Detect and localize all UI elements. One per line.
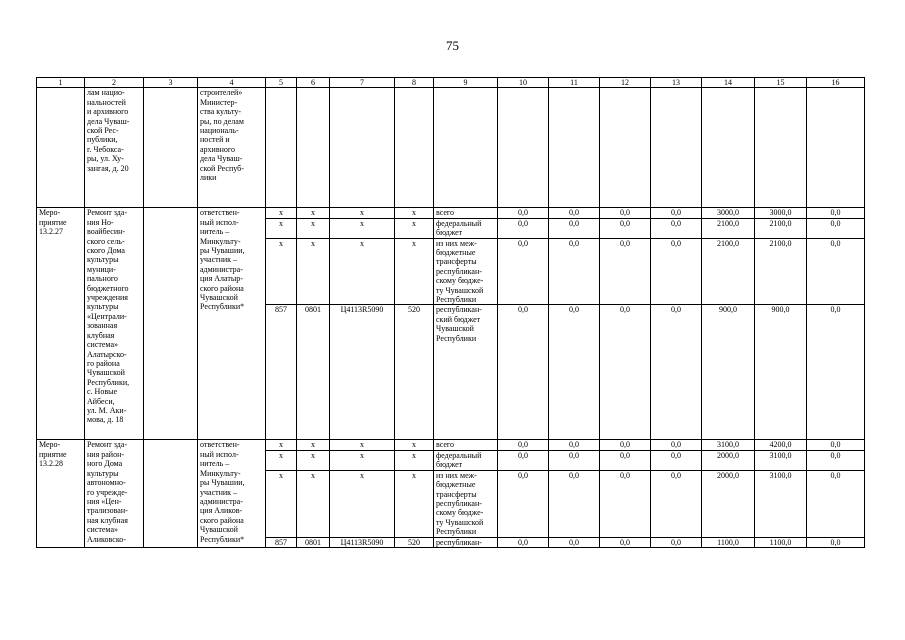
section-cell: x	[297, 450, 330, 470]
value-cell: 0,0	[651, 208, 702, 218]
column-header: 8	[395, 78, 434, 88]
funding-source-cell: всего	[434, 208, 498, 218]
value-cell: 0,0	[651, 238, 702, 305]
section-cell: x	[297, 218, 330, 238]
value-cell: 0,0	[651, 470, 702, 537]
value-cell: 0,0	[600, 440, 651, 450]
funding-source-cell: федеральный бюджет	[434, 450, 498, 470]
value-cell: 0,0	[600, 208, 651, 218]
column-header: 2	[85, 78, 144, 88]
page-number: 75	[446, 38, 459, 53]
funding-source-cell: республикан- ский бюджет Чувашской Республики	[434, 305, 498, 440]
value-cell: 0,0	[498, 440, 549, 450]
value-cell: 3000,0	[755, 208, 807, 218]
funding-source-cell: республикан-	[434, 537, 498, 547]
value-cell: 2100,0	[755, 218, 807, 238]
value-cell: 0,0	[549, 470, 600, 537]
table-row	[37, 440, 865, 450]
column-header: 9	[434, 78, 498, 88]
continuation-row	[37, 88, 865, 208]
grbs-cell: 857	[266, 305, 297, 440]
column-header: 12	[600, 78, 651, 88]
section-cell: x	[297, 440, 330, 450]
value-cell: 1100,0	[702, 537, 755, 547]
value-cell: 0,0	[651, 440, 702, 450]
target-article-cell: x	[330, 470, 395, 537]
target-article-cell: x	[330, 218, 395, 238]
expense-group-cell: 520	[395, 305, 434, 440]
executor-cell: строителей» Министер- ства культу- ры, по делам националь- ностей и архивного дела Чуваш- ской Респуб- лики	[198, 88, 266, 208]
event-id-cell: Меро- приятие 13.2.28	[37, 440, 85, 547]
value-cell: 4200,0	[755, 440, 807, 450]
value-cell: 0,0	[651, 450, 702, 470]
section-cell: x	[297, 208, 330, 218]
column-header: 3	[144, 78, 198, 88]
grbs-cell: x	[266, 470, 297, 537]
value-cell: 900,0	[702, 305, 755, 440]
expense-group-cell: x	[395, 238, 434, 305]
value-cell: 1100,0	[755, 537, 807, 547]
column-header: 16	[807, 78, 865, 88]
executor-cell: ответствен- ный испол- нитель – Минкульту- ры Чувашии, участник – администра- ция Аликов- ского района Чувашской Республики*	[198, 440, 266, 547]
value-cell: 0,0	[807, 305, 865, 440]
column-header: 5	[266, 78, 297, 88]
column-header: 1	[37, 78, 85, 88]
value-cell: 0,0	[807, 218, 865, 238]
value-cell: 0,0	[498, 450, 549, 470]
event-id-cell: Меро- приятие 13.2.27	[37, 208, 85, 440]
value-cell: 0,0	[600, 470, 651, 537]
value-cell: 0,0	[807, 440, 865, 450]
grbs-cell: x	[266, 218, 297, 238]
object-name-cell: Ремонт зда- ния район- ного Дома культуры автономно- го учрежде- ния «Цен- трализован- ная клубная система» Аликовско-	[85, 440, 144, 547]
grbs-cell: x	[266, 440, 297, 450]
column-header: 7	[330, 78, 395, 88]
target-article-cell: x	[330, 450, 395, 470]
section-cell: x	[297, 470, 330, 537]
section-cell: 0801	[297, 305, 330, 440]
value-cell: 0,0	[549, 218, 600, 238]
target-article-cell: x	[330, 238, 395, 305]
value-cell: 0,0	[549, 537, 600, 547]
column-number-row	[37, 78, 865, 88]
column-header: 14	[702, 78, 755, 88]
grbs-cell: x	[266, 450, 297, 470]
column-header: 6	[297, 78, 330, 88]
value-cell: 2100,0	[702, 218, 755, 238]
value-cell: 2000,0	[702, 450, 755, 470]
expense-group-cell: x	[395, 440, 434, 450]
table-row	[37, 208, 865, 218]
value-cell: 0,0	[498, 305, 549, 440]
value-cell: 2100,0	[702, 238, 755, 305]
value-cell: 0,0	[807, 208, 865, 218]
value-cell: 0,0	[807, 470, 865, 537]
grbs-cell: 857	[266, 537, 297, 547]
value-cell: 0,0	[498, 470, 549, 537]
value-cell: 0,0	[807, 450, 865, 470]
section-cell: x	[297, 238, 330, 305]
value-cell: 0,0	[600, 450, 651, 470]
value-cell: 0,0	[549, 305, 600, 440]
expense-group-cell: x	[395, 208, 434, 218]
value-cell: 0,0	[600, 218, 651, 238]
value-cell: 0,0	[549, 440, 600, 450]
value-cell: 0,0	[549, 208, 600, 218]
value-cell: 0,0	[600, 537, 651, 547]
funding-source-cell: всего	[434, 440, 498, 450]
value-cell: 0,0	[600, 238, 651, 305]
budget-table	[36, 77, 865, 548]
grbs-cell: x	[266, 208, 297, 218]
object-name-cell: Ремонт зда- ния Но- воайбесин- ского сель- ского Дома культуры муници- пального бюджетного учреждения культуры «Централи- зованная клубная система» Алатырско- го района Чувашской Республики, с. Новые Айбеси, ул. М. Аки- мова, д. 18	[85, 208, 144, 440]
value-cell: 900,0	[755, 305, 807, 440]
value-cell: 0,0	[498, 537, 549, 547]
value-cell: 0,0	[498, 238, 549, 305]
expense-group-cell: 520	[395, 537, 434, 547]
value-cell: 0,0	[651, 305, 702, 440]
value-cell: 0,0	[807, 537, 865, 547]
value-cell: 0,0	[651, 218, 702, 238]
funding-source-cell: федеральный бюджет	[434, 218, 498, 238]
column-header: 13	[651, 78, 702, 88]
target-article-cell: x	[330, 440, 395, 450]
expense-group-cell: x	[395, 450, 434, 470]
target-article-cell: x	[330, 208, 395, 218]
value-cell: 0,0	[600, 305, 651, 440]
grbs-cell: x	[266, 238, 297, 305]
expense-group-cell: x	[395, 470, 434, 537]
expense-group-cell: x	[395, 218, 434, 238]
column-header: 15	[755, 78, 807, 88]
target-article-cell: Ц4113R5090	[330, 305, 395, 440]
executor-cell: ответствен- ный испол- нитель – Минкульту- ры Чувашии, участник – администра- ция Алатыр- ского района Чувашской Республики*	[198, 208, 266, 440]
value-cell: 0,0	[651, 537, 702, 547]
value-cell: 3100,0	[755, 450, 807, 470]
value-cell: 3000,0	[702, 208, 755, 218]
target-article-cell: Ц4113R5090	[330, 537, 395, 547]
value-cell: 0,0	[549, 450, 600, 470]
value-cell: 3100,0	[702, 440, 755, 450]
funding-source-cell: из них меж- бюджетные трансферты республикан- скому бюдже- ту Чувашской Республики	[434, 470, 498, 537]
value-cell: 0,0	[498, 208, 549, 218]
value-cell: 2000,0	[702, 470, 755, 537]
value-cell: 0,0	[549, 238, 600, 305]
object-name-cell: лам нацио- нальностей и архивного дела Чуваш- ской Рес- публики, г. Чебокса- ры, ул. Ху- зангая, д. 20	[85, 88, 144, 208]
value-cell: 0,0	[498, 218, 549, 238]
value-cell: 3100,0	[755, 470, 807, 537]
section-cell: 0801	[297, 537, 330, 547]
funding-source-cell: из них меж- бюджетные трансферты республикан- скому бюдже- ту Чувашской Республики	[434, 238, 498, 305]
column-header: 4	[198, 78, 266, 88]
column-header: 10	[498, 78, 549, 88]
column-header: 11	[549, 78, 600, 88]
value-cell: 0,0	[807, 238, 865, 305]
value-cell: 2100,0	[755, 238, 807, 305]
